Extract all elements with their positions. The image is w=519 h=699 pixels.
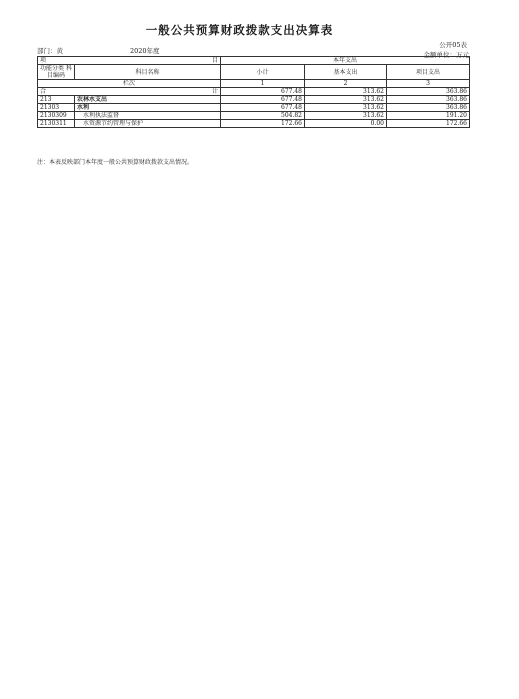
row-project: 363.86: [387, 104, 470, 112]
row-subtotal: 504.82: [221, 112, 305, 120]
header-project-cell: [38, 57, 221, 65]
header-current-year: 本年支出: [221, 57, 470, 65]
row-project: 363.86: [387, 96, 470, 104]
row-code: 2130309: [38, 112, 75, 120]
total-label-cell: [38, 88, 221, 96]
header-project: 项目支出: [387, 65, 470, 80]
column-number-row: [38, 80, 470, 88]
total-project: 363.86: [387, 88, 470, 96]
column-number-label: 栏次: [38, 80, 221, 88]
row-subtotal: 677.48: [221, 104, 305, 112]
table-row: [38, 112, 470, 120]
row-name: 水利: [75, 104, 221, 112]
header-name: 科目名称: [75, 65, 221, 80]
row-code: 213: [38, 96, 75, 104]
row-project: 172.66: [387, 120, 470, 128]
form-number: 公开05表: [439, 41, 467, 49]
row-code: 21303: [38, 104, 75, 112]
column-number-3: 3: [387, 80, 470, 88]
row-basic: 313.62: [305, 112, 387, 120]
total-label-right: 计: [211, 88, 218, 95]
row-basic: 0.00: [305, 120, 387, 128]
department-label: 部门：黄: [37, 47, 63, 55]
table-row: [38, 96, 470, 104]
amount-unit: 金额单位：万元: [423, 51, 469, 59]
total-row: [38, 88, 470, 96]
total-basic: 313.62: [305, 88, 387, 96]
row-subtotal: 172.66: [221, 120, 305, 128]
row-name: 农林水支出: [75, 96, 221, 104]
table-row: [38, 120, 470, 128]
row-name: 水资源节约管理与保护: [75, 120, 221, 128]
header-row-columns: [38, 65, 470, 80]
header-project-right: 目: [211, 57, 218, 64]
header-subtotal: 小计: [221, 65, 305, 80]
column-number-2: 2: [305, 80, 387, 88]
header-project-left: 项: [40, 57, 47, 64]
total-label-left: 合: [40, 88, 47, 95]
table-row: [38, 104, 470, 112]
document-title: 一般公共预算财政拨款支出决算表: [145, 23, 334, 37]
row-basic: 313.62: [305, 104, 387, 112]
row-project: 191.20: [387, 112, 470, 120]
fiscal-year: 2020年度: [130, 47, 160, 55]
header-row-project: [38, 57, 470, 65]
row-name: 水利执法监督: [75, 112, 221, 120]
header-code: 功能分类 科目编码: [38, 65, 75, 80]
total-subtotal: 677.48: [221, 88, 305, 96]
column-number-1: 1: [221, 80, 305, 88]
header-basic: 基本支出: [305, 65, 387, 80]
expenditure-table: [37, 56, 470, 128]
row-subtotal: 677.48: [221, 96, 305, 104]
row-code: 2130311: [38, 120, 75, 128]
row-basic: 313.62: [305, 96, 387, 104]
table-note: 注：本表反映部门本年度一般公共预算财政拨款支出情况。: [37, 159, 194, 166]
